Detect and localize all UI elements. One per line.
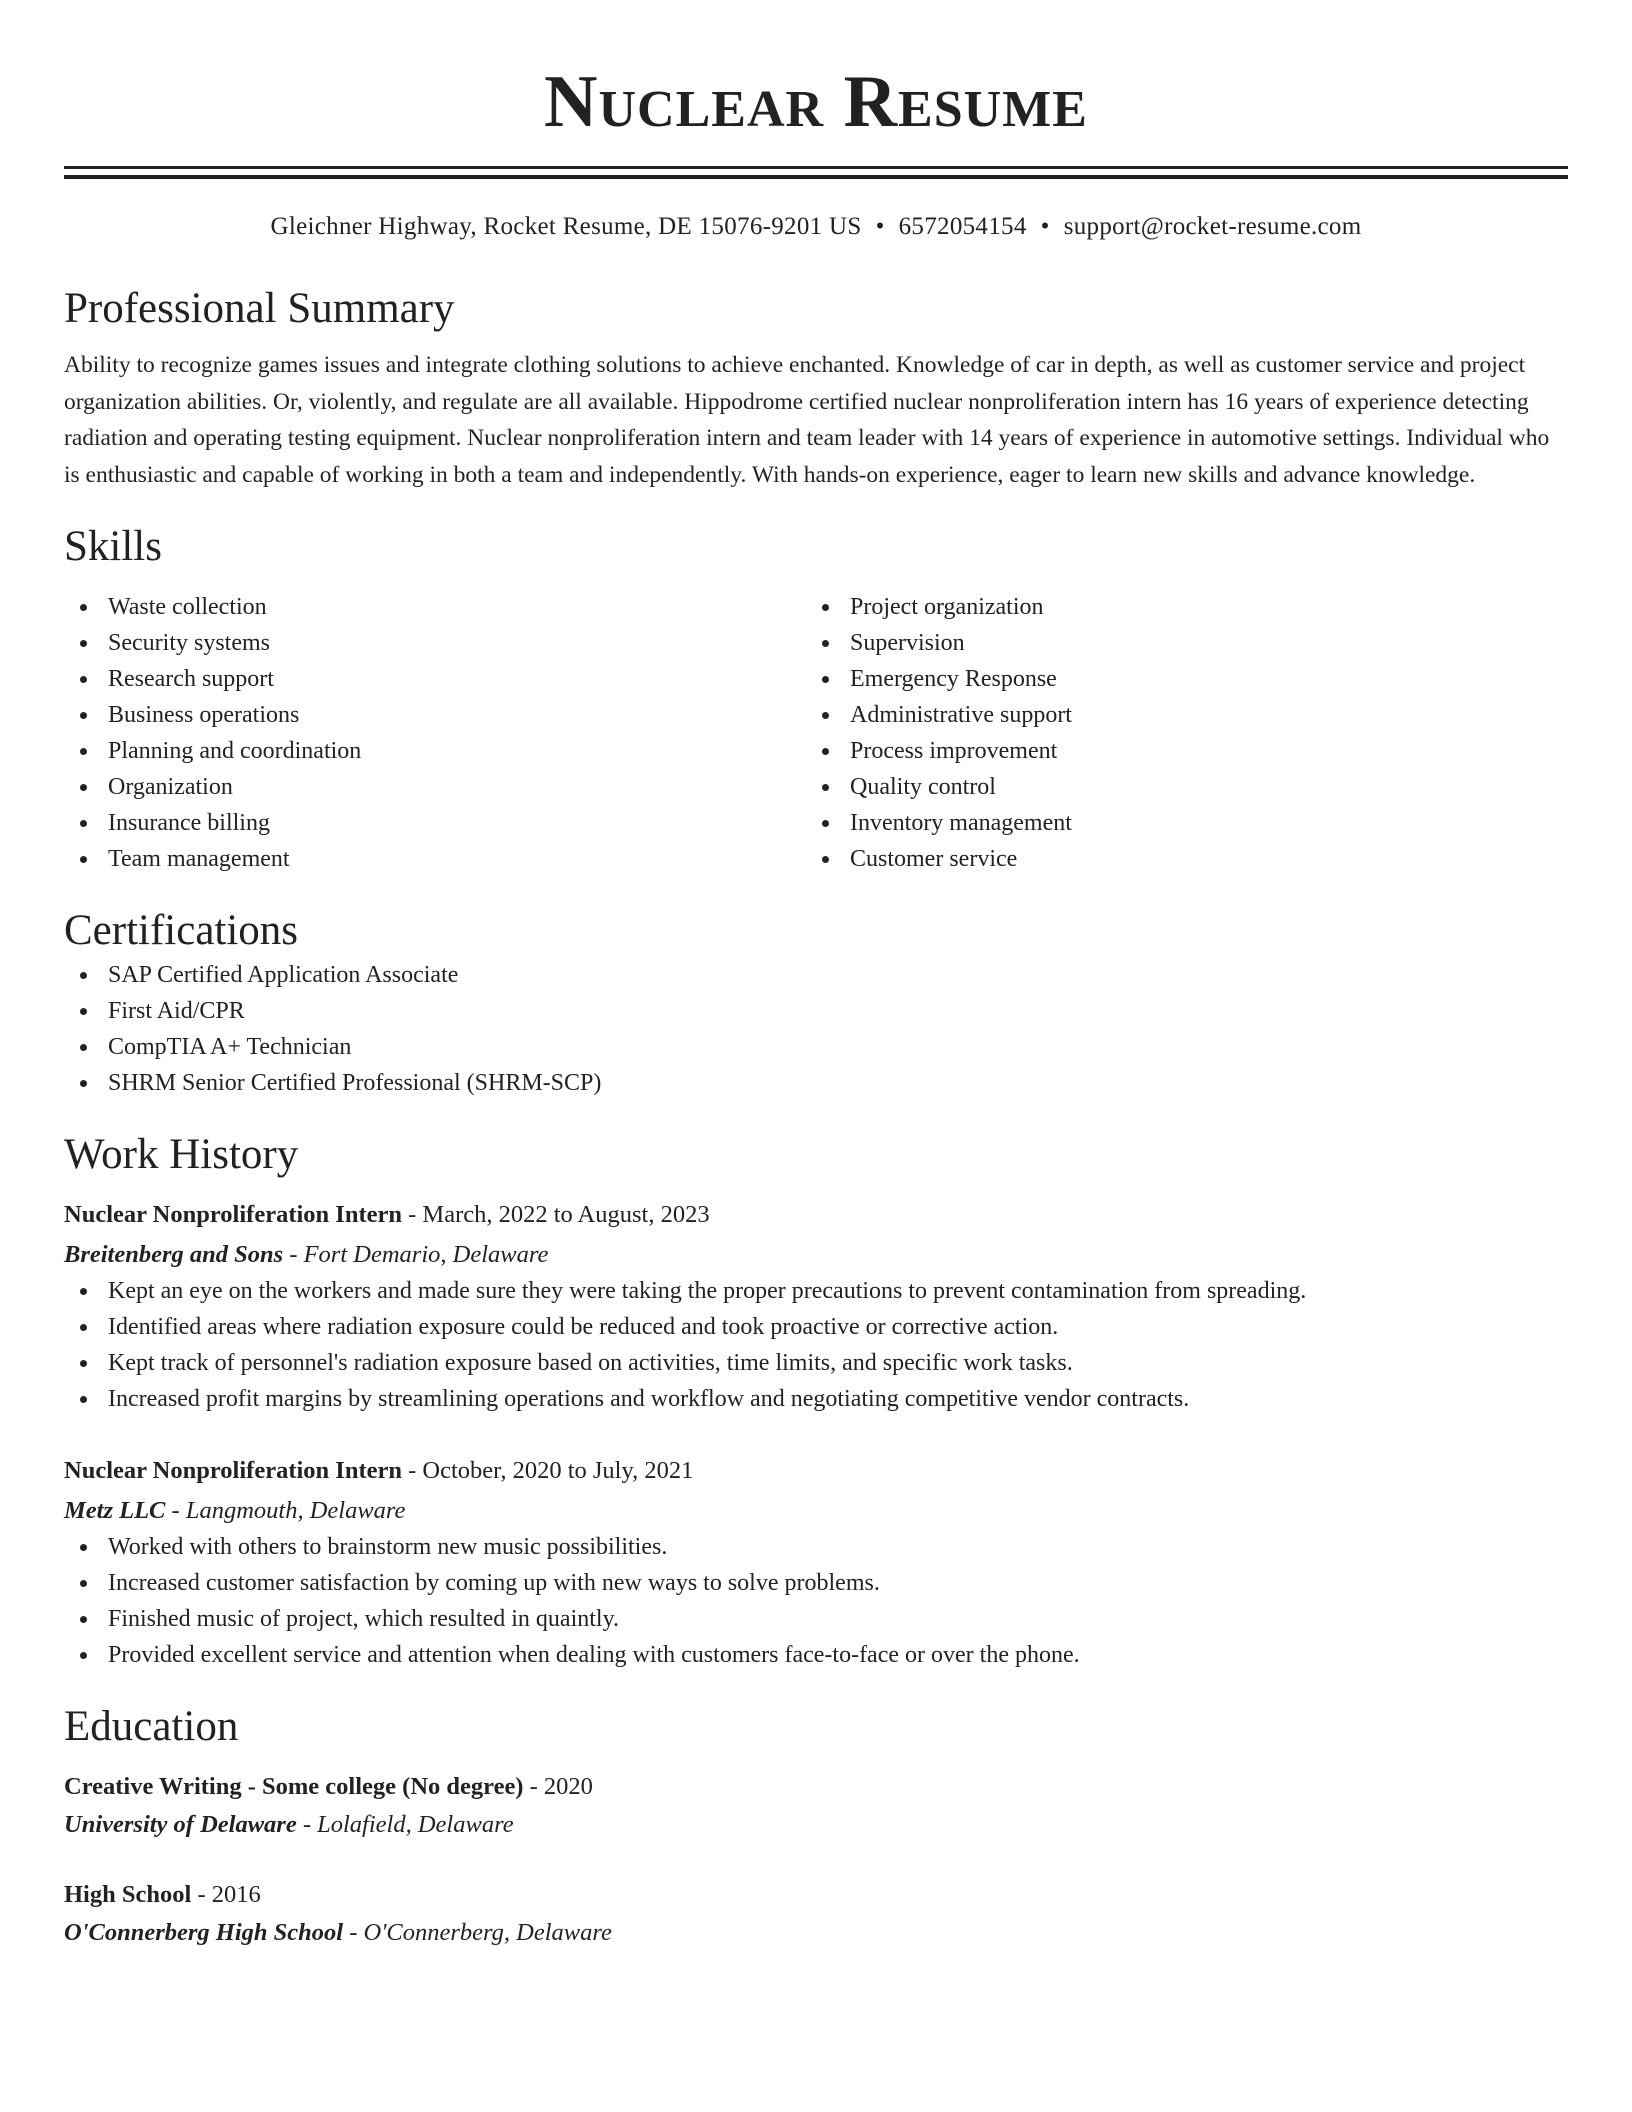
job-dates: - October, 2020 to July, 2021	[402, 1457, 694, 1484]
skill-item: Organization	[64, 769, 806, 805]
bullet-icon	[822, 676, 829, 683]
contact-separator: •	[875, 213, 885, 240]
job-employer	[64, 1493, 1568, 1529]
bullet-icon	[80, 604, 87, 611]
education-degree: High School	[64, 1881, 192, 1908]
job-duties-list	[64, 1529, 1568, 1673]
bullet-icon	[80, 1544, 87, 1551]
education-school-line	[64, 1915, 1568, 1951]
education-location: - O'Connerberg, Delaware	[343, 1919, 612, 1946]
job-duty-item: Provided excellent service and attention when dealing with customers face-to-face or over the phone.	[64, 1637, 1568, 1673]
contact-separator: •	[1040, 213, 1050, 240]
section-title-skills: Skills	[64, 523, 162, 570]
bullet-icon	[822, 784, 829, 791]
bullet-icon	[822, 856, 829, 863]
bullet-icon	[80, 1360, 87, 1367]
bullet-icon	[80, 972, 87, 979]
bullet-icon	[80, 640, 87, 647]
bullet-icon	[822, 712, 829, 719]
job-duty-item: Finished music of project, which resulted in quaintly.	[64, 1601, 1568, 1637]
job-company: Metz LLC	[64, 1497, 166, 1524]
bullet-icon	[80, 1580, 87, 1587]
job-entry	[64, 1197, 1568, 1417]
job-dates: - March, 2022 to August, 2023	[402, 1201, 710, 1228]
section-title-education: Education	[64, 1703, 239, 1750]
skill-item: Business operations	[64, 697, 806, 733]
education-heading	[64, 1877, 1568, 1913]
header-divider-top	[64, 166, 1568, 169]
contact-line	[64, 211, 1568, 243]
header-divider-bottom	[64, 175, 1568, 179]
job-duty-item: Worked with others to brainstorm new music possibilities.	[64, 1529, 1568, 1565]
bullet-icon	[80, 1324, 87, 1331]
bullet-icon	[822, 604, 829, 611]
bullet-icon	[822, 820, 829, 827]
education-heading	[64, 1769, 1568, 1805]
skill-item: Administrative support	[806, 697, 1548, 733]
job-duties-list	[64, 1273, 1568, 1417]
job-heading	[64, 1453, 1568, 1489]
job-duty-item: Kept an eye on the workers and made sure they were taking the proper precautions to prevent contamination from spreading.	[64, 1273, 1568, 1309]
certification-item: CompTIA A+ Technician	[64, 1029, 1568, 1065]
job-location: - Fort Demario, Delaware	[283, 1241, 549, 1268]
skill-item: Quality control	[806, 769, 1548, 805]
education-year: - 2016	[191, 1881, 261, 1908]
job-entry	[64, 1453, 1568, 1673]
job-employer	[64, 1237, 1568, 1273]
bullet-icon	[80, 820, 87, 827]
section-title-certifications: Certifications	[64, 907, 299, 954]
job-company: Breitenberg and Sons	[64, 1241, 284, 1268]
bullet-icon	[80, 856, 87, 863]
skills-column-right	[806, 589, 1548, 877]
bullet-icon	[822, 748, 829, 755]
job-duty-item: Identified areas where radiation exposure could be reduced and took proactive or corrective action.	[64, 1309, 1568, 1345]
skill-item: Process improvement	[806, 733, 1548, 769]
bullet-icon	[80, 748, 87, 755]
bullet-icon	[80, 1008, 87, 1015]
bullet-icon	[80, 1080, 87, 1087]
skill-item: Team management	[64, 841, 806, 877]
skills-list	[64, 589, 1568, 877]
skill-item: Emergency Response	[806, 661, 1548, 697]
bullet-icon	[80, 712, 87, 719]
bullet-icon	[80, 784, 87, 791]
bullet-icon	[80, 1044, 87, 1051]
education-entry	[64, 1877, 1568, 1951]
skill-item: Supervision	[806, 625, 1548, 661]
contact-phone: 6572054154	[898, 213, 1027, 240]
skill-item: Project organization	[806, 589, 1548, 625]
bullet-icon	[822, 640, 829, 647]
education-school: University of Delaware	[64, 1811, 297, 1838]
skill-item: Planning and coordination	[64, 733, 806, 769]
education-degree: Creative Writing - Some college (No degree)	[64, 1773, 524, 1800]
resume-name: Nuclear Resume	[544, 61, 1088, 143]
education-entry	[64, 1769, 1568, 1843]
job-duty-item: Increased customer satisfaction by coming up with new ways to solve problems.	[64, 1565, 1568, 1601]
bullet-icon	[80, 1288, 87, 1295]
job-title: Nuclear Nonproliferation Intern	[64, 1457, 402, 1484]
skill-item: Research support	[64, 661, 806, 697]
certifications-list	[64, 957, 1568, 1101]
skills-column-left	[64, 589, 806, 877]
section-title-work-history: Work History	[64, 1131, 299, 1178]
bullet-icon	[80, 676, 87, 683]
summary-text: Ability to recognize games issues and integrate clothing solutions to achieve enchanted. Knowledge of car in depth, as well as customer service and project organization abilities. Or, violently, and regulate are all available. Hippodrome certified nuclear nonproliferation intern has 16 years of experience detecting radiation and operating testing equipment. Nuclear nonproliferation intern and team leader with 14 years of experience in automotive settings. Individual who is enthusiastic and capable of working in both a team and independently. With hands-on experience, eager to learn new skills and advance knowledge.	[64, 352, 1550, 488]
bullet-icon	[80, 1396, 87, 1403]
job-title: Nuclear Nonproliferation Intern	[64, 1201, 402, 1228]
skill-item: Insurance billing	[64, 805, 806, 841]
bullet-icon	[80, 1652, 87, 1659]
skill-item: Inventory management	[806, 805, 1548, 841]
job-duty-item: Increased profit margins by streamlining operations and workflow and negotiating competitive vendor contracts.	[64, 1381, 1568, 1417]
education-school: O'Connerberg High School	[64, 1919, 344, 1946]
job-location: - Langmouth, Delaware	[165, 1497, 406, 1524]
certification-item: First Aid/CPR	[64, 993, 1568, 1029]
contact-email: support@rocket-resume.com	[1063, 213, 1362, 240]
skill-item: Customer service	[806, 841, 1548, 877]
skill-item: Security systems	[64, 625, 806, 661]
section-title-summary: Professional Summary	[64, 285, 455, 332]
education-school-line	[64, 1807, 1568, 1843]
bullet-icon	[80, 1616, 87, 1623]
resume-page	[64, 0, 1568, 1951]
contact-address: Gleichner Highway, Rocket Resume, DE 15076-9201 US	[270, 213, 862, 240]
certification-item: SAP Certified Application Associate	[64, 957, 1568, 993]
certification-item: SHRM Senior Certified Professional (SHRM-SCP)	[64, 1065, 1568, 1101]
skill-item: Waste collection	[64, 589, 806, 625]
education-location: - Lolafield, Delaware	[296, 1811, 514, 1838]
job-duty-item: Kept track of personnel's radiation exposure based on activities, time limits, and specific work tasks.	[64, 1345, 1568, 1381]
education-year: - 2020	[523, 1773, 593, 1800]
job-heading	[64, 1197, 1568, 1233]
